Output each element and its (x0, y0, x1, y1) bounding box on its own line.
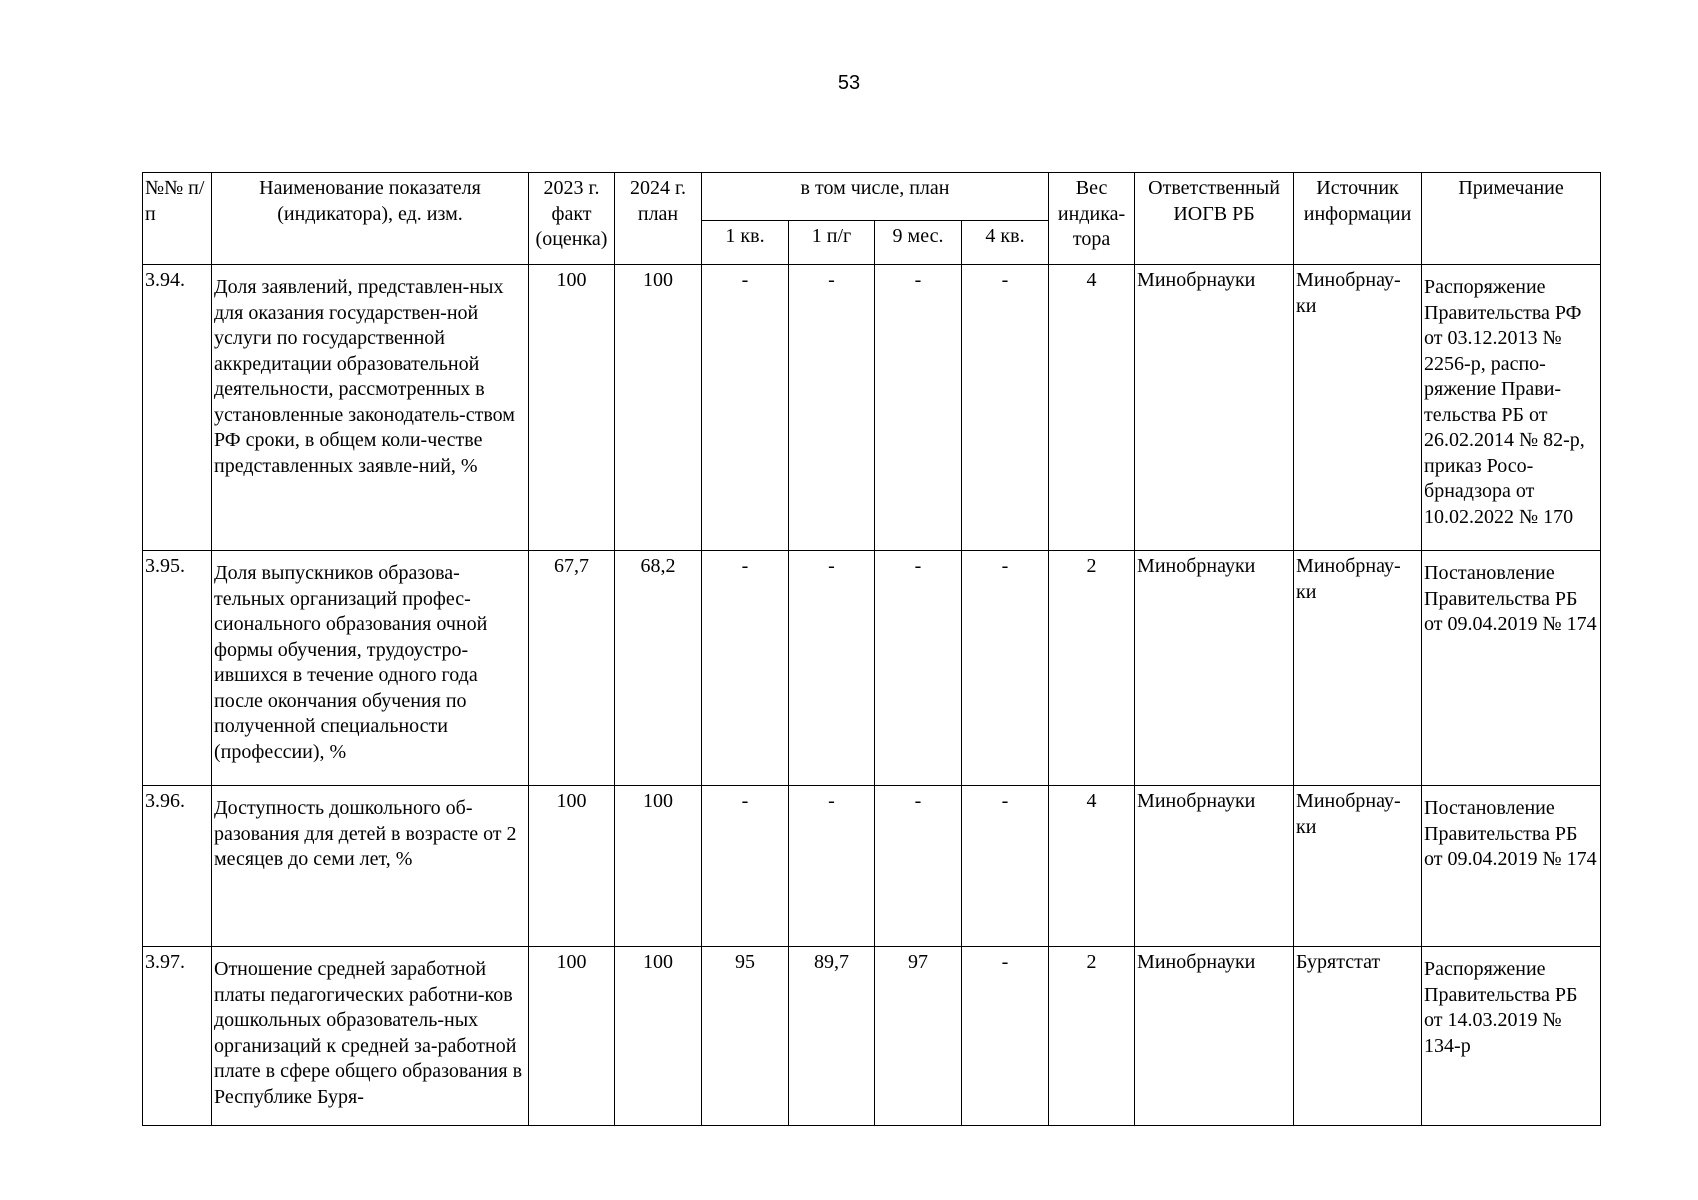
header-fact-2023: 2023 г. факт (оценка) (529, 173, 615, 265)
row-source: Минобрнау-ки (1294, 786, 1422, 947)
row-source: Бурятстат (1294, 947, 1422, 1126)
row-num: 3.97. (143, 947, 212, 1126)
row-note: Постановление Правительства РБ от 09.04.2019 № 174 (1422, 551, 1601, 786)
row-q1: 95 (702, 947, 789, 1126)
row-h1: - (789, 551, 875, 786)
header-responsible: Ответственный ИОГВ РБ (1135, 173, 1294, 265)
row-source: Минобрнау-ки (1294, 551, 1422, 786)
row-plan-2024: 100 (615, 265, 702, 551)
header-weight: Вес индика-тора (1049, 173, 1135, 265)
row-weight: 2 (1049, 947, 1135, 1126)
row-h1: - (789, 265, 875, 551)
row-m9: - (875, 786, 962, 947)
row-fact-2023: 67,7 (529, 551, 615, 786)
row-weight: 4 (1049, 265, 1135, 551)
indicators-table (142, 172, 1601, 1126)
table-row (143, 265, 1601, 551)
row-plan-2024: 68,2 (615, 551, 702, 786)
table-header-row (143, 173, 1601, 221)
row-h1: - (789, 786, 875, 947)
row-q1: - (702, 265, 789, 551)
table-row (143, 786, 1601, 947)
row-indicator-name: Доля выпускников образова-тельных организаций профес-сионального образования очной формы обучения, трудоустро-ившихся в течение одного года после окончания обучения по полученной специальности (профессии), % (212, 551, 529, 786)
row-source: Минобрнау-ки (1294, 265, 1422, 551)
header-num: №№ п/п (143, 173, 212, 265)
header-note: Примечание (1422, 173, 1601, 265)
row-note: Распоряжение Правительства РБ от 14.03.2019 № 134-р (1422, 947, 1601, 1126)
row-num: 3.96. (143, 786, 212, 947)
table-row (143, 947, 1601, 1126)
row-fact-2023: 100 (529, 265, 615, 551)
row-plan-2024: 100 (615, 947, 702, 1126)
row-q4: - (962, 265, 1049, 551)
row-m9: 97 (875, 947, 962, 1126)
row-responsible: Минобрнауки (1135, 551, 1294, 786)
header-plan-2024: 2024 г. план (615, 173, 702, 265)
row-indicator-name: Доступность дошкольного об-разования для детей в возрасте от 2 месяцев до семи лет, % (212, 786, 529, 947)
row-indicator-name: Отношение средней заработной платы педагогических работни-ков дошкольных образователь-ных организаций к средней за-работной плате в сфере общего образования в Республике Буря- (212, 947, 529, 1126)
row-responsible: Минобрнауки (1135, 947, 1294, 1126)
row-plan-2024: 100 (615, 786, 702, 947)
row-q4: - (962, 786, 1049, 947)
row-responsible: Минобрнауки (1135, 265, 1294, 551)
header-incl-plan: в том числе, план (702, 173, 1049, 221)
header-m9: 9 мес. (875, 221, 962, 265)
row-q4: - (962, 947, 1049, 1126)
row-q1: - (702, 551, 789, 786)
table-row (143, 551, 1601, 786)
row-q4: - (962, 551, 1049, 786)
row-num: 3.94. (143, 265, 212, 551)
row-m9: - (875, 551, 962, 786)
row-h1: 89,7 (789, 947, 875, 1126)
header-h1: 1 п/г (789, 221, 875, 265)
header-name: Наименование показателя (индикатора), ед. изм. (212, 173, 529, 265)
row-note: Постановление Правительства РБ от 09.04.2019 № 174 (1422, 786, 1601, 947)
row-responsible: Минобрнауки (1135, 786, 1294, 947)
row-weight: 4 (1049, 786, 1135, 947)
row-weight: 2 (1049, 551, 1135, 786)
row-fact-2023: 100 (529, 947, 615, 1126)
row-num: 3.95. (143, 551, 212, 786)
row-indicator-name: Доля заявлений, представлен-ных для оказания государствен-ной услуги по государственной аккредитации образовательной деятельности, рассмотренных в установленные законодатель-ством РФ сроки, в общем коли-честве представленных заявле-ний, % (212, 265, 529, 551)
header-source: Источник информации (1294, 173, 1422, 265)
header-q4: 4 кв. (962, 221, 1049, 265)
header-q1: 1 кв. (702, 221, 789, 265)
row-m9: - (875, 265, 962, 551)
row-note: Распоряжение Правительства РФ от 03.12.2013 № 2256-р, распо-ряжение Прави-тельства РБ от 26.02.2014 № 82-р, приказ Росо-брнадзора от 10.02.2022 № 170 (1422, 265, 1601, 551)
page-number: 53 (837, 72, 861, 94)
row-q1: - (702, 786, 789, 947)
row-fact-2023: 100 (529, 786, 615, 947)
